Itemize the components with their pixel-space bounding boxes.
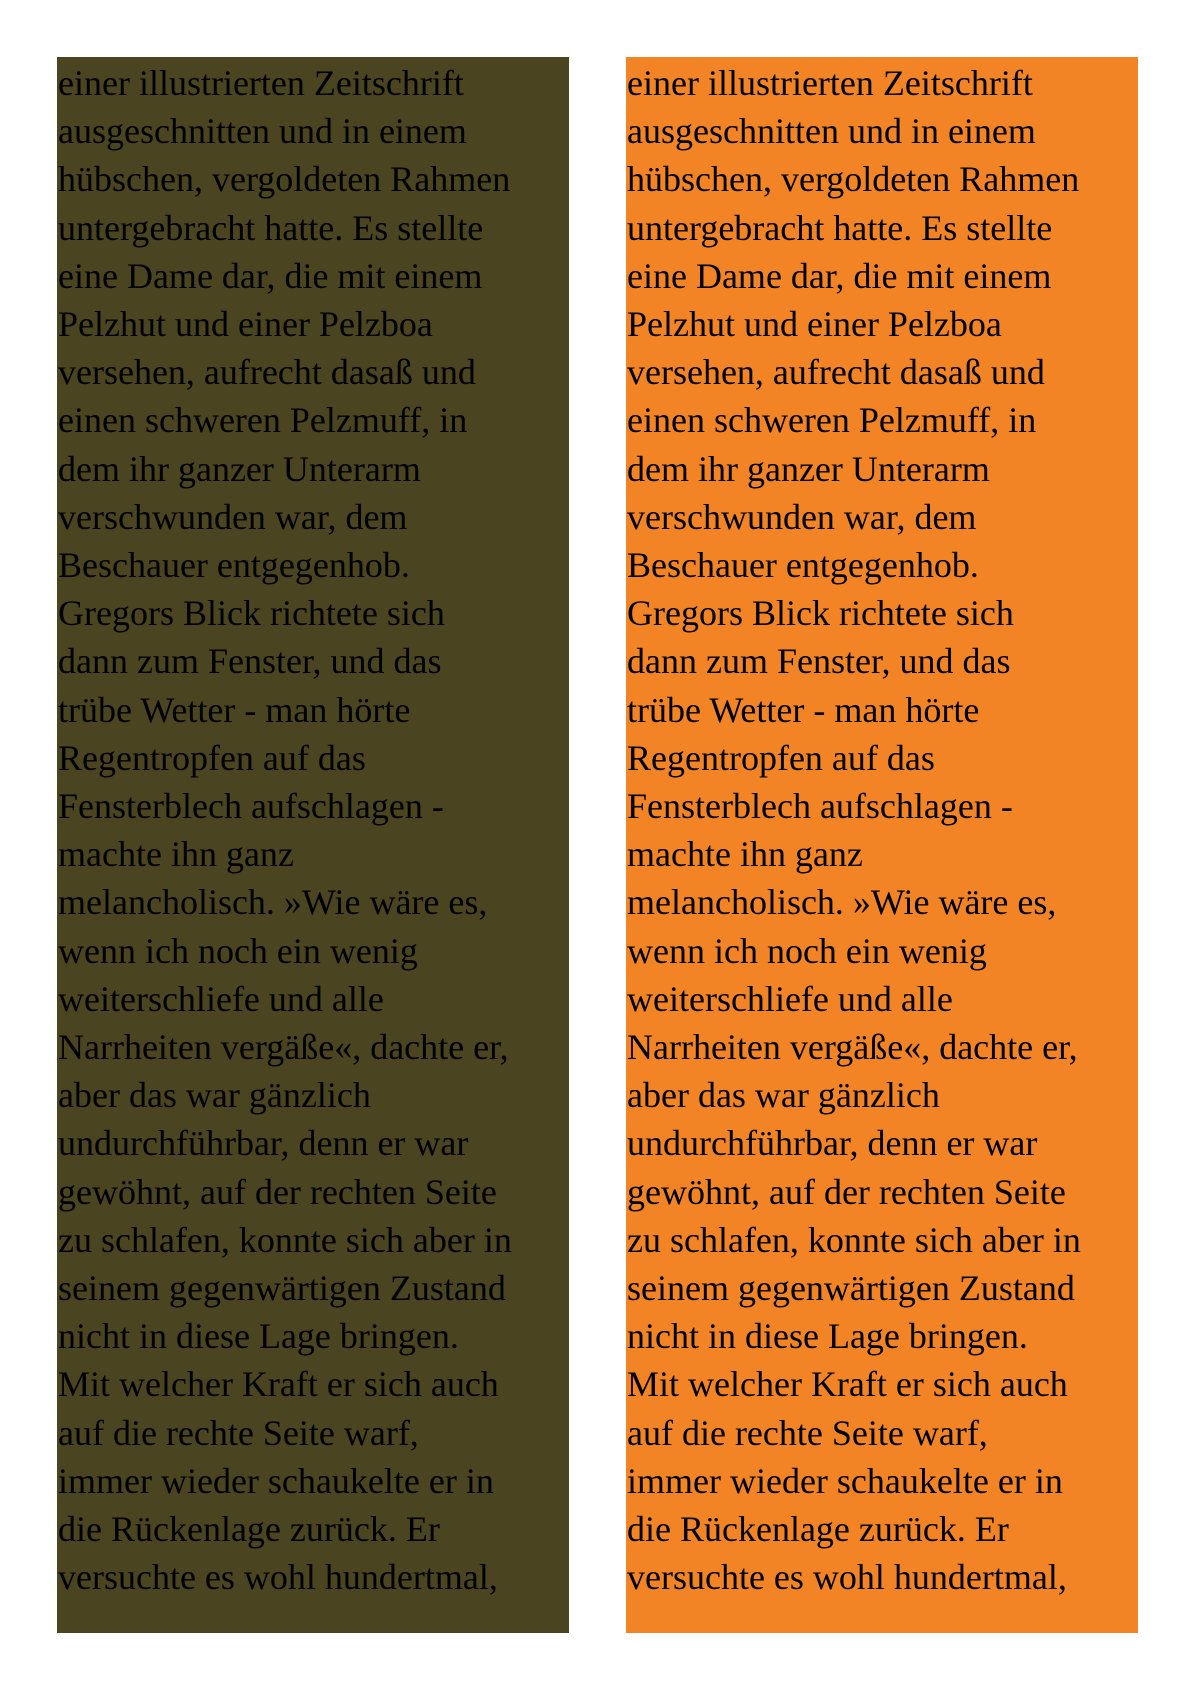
text-line: Narrheiten vergäße«, dachte er, [627,1027,1078,1068]
text-line: undurchführbar, denn er war [627,1123,1038,1164]
text-line: wenn ich noch ein wenig [627,930,987,971]
text-line: auf die rechte Seite warf, [627,1412,988,1453]
text-line: versuchte es wohl hundertmal, [58,1557,498,1598]
text-line: Pelzhut und einer Pelzboa [58,304,433,345]
text-line: hübschen, vergoldeten Rahmen [58,159,511,200]
text-line: trübe Wetter - man hörte [58,689,411,730]
text-line: Gregors Blick richtete sich [627,593,1014,634]
text-line: gewöhnt, auf der rechten Seite [58,1171,497,1212]
text-line: einen schweren Pelzmuff, in [627,400,1037,441]
text-line: ausgeschnitten und in einem [627,111,1036,152]
text-line: einer illustrierten Zeitschrift [58,63,464,103]
text-line: ausgeschnitten und in einem [58,111,467,152]
text-line: Fensterblech aufschlagen - [58,786,444,827]
text-line: die Rückenlage zurück. Er [627,1509,1009,1550]
text-line: Pelzhut und einer Pelzboa [627,304,1002,345]
text-column-orange [626,57,1138,1633]
text-line: aber das war gänzlich [627,1075,940,1116]
text-line: einen schweren Pelzmuff, in [58,400,468,441]
text-line: untergebracht hatte. Es stellte [627,207,1053,248]
text-line: weiterschliefe und alle [58,978,384,1019]
text-line: Mit welcher Kraft er sich auch [627,1364,1068,1405]
text-line: undurchführbar, denn er war [58,1123,469,1164]
text-line: machte ihn ganz [58,834,294,875]
text-line: verschwunden war, dem [58,496,408,537]
text-line: hübschen, vergoldeten Rahmen [627,159,1080,200]
text-line: auf die rechte Seite warf, [58,1412,419,1453]
text-line: trübe Wetter - man hörte [627,689,980,730]
text-line: machte ihn ganz [627,834,863,875]
text-line: dem ihr ganzer Unterarm [627,448,990,489]
text-line: weiterschliefe und alle [627,978,953,1019]
text-line: zu schlafen, konnte sich aber in [627,1219,1081,1260]
text-line: seinem gegenwärtigen Zustand [58,1268,506,1309]
text-line: versehen, aufrecht dasaß und [58,352,476,393]
text-line: zu schlafen, konnte sich aber in [58,1219,512,1260]
text-line: Regentropfen auf das [58,737,366,778]
text-line: versuchte es wohl hundertmal, [627,1557,1067,1598]
text-column-dark [57,57,569,1633]
text-line: nicht in diese Lage bringen. [627,1316,1028,1357]
text-line: verschwunden war, dem [627,496,977,537]
text-line: nicht in diese Lage bringen. [58,1316,459,1357]
text-line: Beschauer entgegenhob. [627,545,979,586]
text-line: seinem gegenwärtigen Zustand [627,1268,1075,1309]
text-line: Regentropfen auf das [627,737,935,778]
text-line: Beschauer entgegenhob. [58,545,410,586]
text-line: melancholisch. »Wie wäre es, [627,882,1057,923]
text-line: wenn ich noch ein wenig [58,930,418,971]
text-line: gewöhnt, auf der rechten Seite [627,1171,1066,1212]
text-line: eine Dame dar, die mit einem [627,255,1052,296]
text-line: versehen, aufrecht dasaß und [627,352,1045,393]
text-line: Fensterblech aufschlagen - [627,786,1013,827]
text-line: dem ihr ganzer Unterarm [58,448,421,489]
text-line: Gregors Blick richtete sich [58,593,445,634]
text-line: aber das war gänzlich [58,1075,371,1116]
text-line: immer wieder schaukelte er in [58,1460,494,1501]
text-line: untergebracht hatte. Es stellte [58,207,484,248]
text-line: dann zum Fenster, und das [627,641,1011,682]
text-line: immer wieder schaukelte er in [627,1460,1063,1501]
text-line: melancholisch. »Wie wäre es, [58,882,488,923]
text-line: die Rückenlage zurück. Er [58,1509,440,1550]
text-line: einer illustrierten Zeitschrift [627,63,1033,103]
text-line: dann zum Fenster, und das [58,641,442,682]
text-line: Narrheiten vergäße«, dachte er, [58,1027,509,1068]
text-line: eine Dame dar, die mit einem [58,255,483,296]
text-line: Mit welcher Kraft er sich auch [58,1364,499,1405]
